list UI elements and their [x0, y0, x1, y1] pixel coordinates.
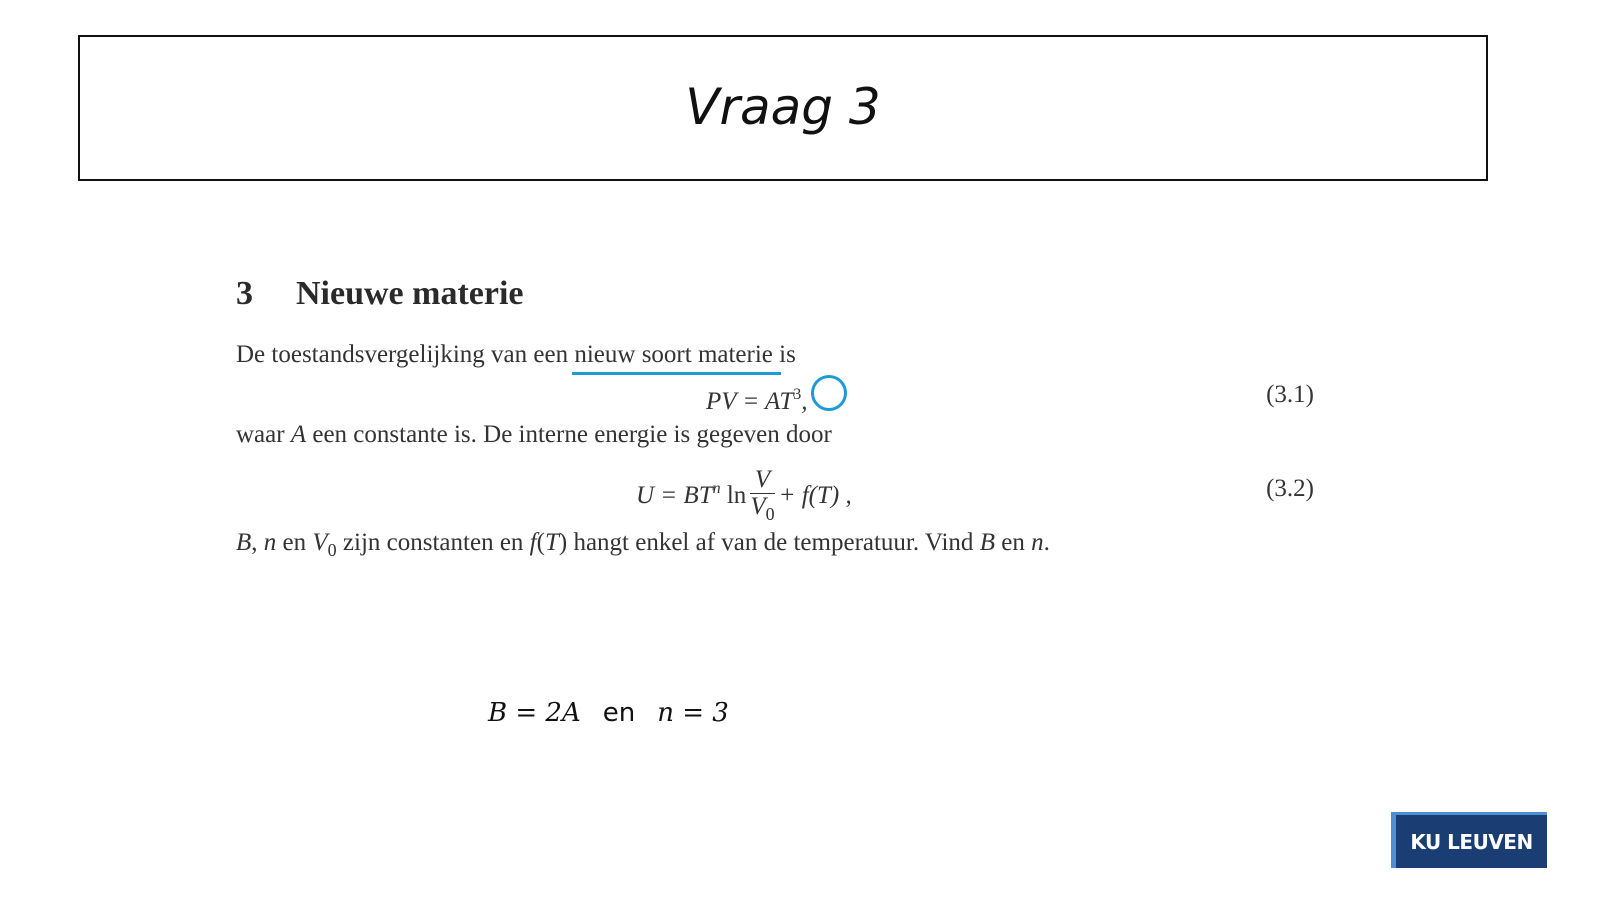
- paren-close: ): [558, 529, 568, 556]
- highlighted-phrase: [574, 341, 773, 368]
- equation-3-2-label: (3.2): [1266, 475, 1314, 502]
- fraction-denominator: [750, 494, 774, 527]
- paragraph-question: [236, 528, 1318, 565]
- answer-b: B = 2A: [488, 698, 581, 728]
- highlighted-phrase-text: nieuw soort materie: [574, 341, 773, 368]
- word-en: en: [276, 529, 313, 556]
- fraction-numerator: V: [750, 467, 774, 494]
- equation-3-1-label: (3.1): [1266, 381, 1314, 408]
- equation-3-1-lhs: PV = AT: [706, 388, 794, 415]
- equation-3-2-exponent: n: [712, 480, 721, 497]
- answer-n: n = 3: [657, 698, 729, 728]
- circle-annotation: [811, 375, 847, 411]
- func-f: f: [529, 529, 537, 556]
- fraction-denominator-sub: 0: [765, 504, 775, 525]
- var-T: T: [544, 529, 559, 556]
- paragraph-intro: [236, 340, 1318, 370]
- slide-title: Vraag 3: [685, 78, 881, 136]
- var-n-2: n: [1031, 529, 1044, 556]
- logo-text: KU LEUVEN: [1410, 829, 1533, 854]
- comma: ,: [251, 529, 264, 556]
- equation-3-2-lhs: U = BT: [636, 482, 713, 509]
- ku-leuven-logo: [1391, 812, 1547, 868]
- energy-text-a: waar: [236, 421, 291, 448]
- equation-3-2: [236, 452, 1318, 526]
- energy-text-b: een constante is. De interne energie is gegeven door: [306, 421, 832, 448]
- equation-3-1-comma: ,: [801, 388, 808, 415]
- equation-3-1: [236, 370, 1318, 420]
- var-V: V: [312, 529, 328, 556]
- paren-open: (: [536, 529, 545, 556]
- slide-title-box: [78, 35, 1488, 181]
- word-en-2: en: [994, 529, 1032, 556]
- equation-3-2-ln: ln: [720, 482, 747, 509]
- intro-text: De toestandsvergelijking van een: [236, 341, 575, 368]
- intro-text-end: is: [772, 341, 796, 368]
- question-text-mid: zijn constanten en: [336, 529, 530, 556]
- section-title: Nieuwe materie: [296, 275, 524, 312]
- var-n: n: [263, 529, 277, 556]
- period: .: [1043, 529, 1050, 556]
- fraction-denominator-var: V: [750, 493, 766, 521]
- equation-3-2-rhs: + f(T) ,: [778, 482, 852, 509]
- var-A: A: [290, 421, 307, 448]
- document-excerpt: [236, 270, 1318, 565]
- equation-3-2-body: [636, 452, 852, 533]
- equation-3-2-fraction: [750, 467, 774, 527]
- var-V-sub: 0: [327, 540, 337, 560]
- var-B: B: [236, 529, 252, 556]
- question-text-end: hangt enkel af van de temperatuur. Vind: [567, 529, 980, 556]
- answer-line: [488, 698, 729, 728]
- equation-3-1-body: [706, 370, 808, 427]
- var-B-2: B: [979, 529, 995, 556]
- answer-connector: en: [602, 698, 636, 728]
- section-number: 3: [236, 275, 253, 312]
- equation-3-1-exponent: 3: [793, 386, 802, 403]
- section-heading: [236, 270, 1318, 318]
